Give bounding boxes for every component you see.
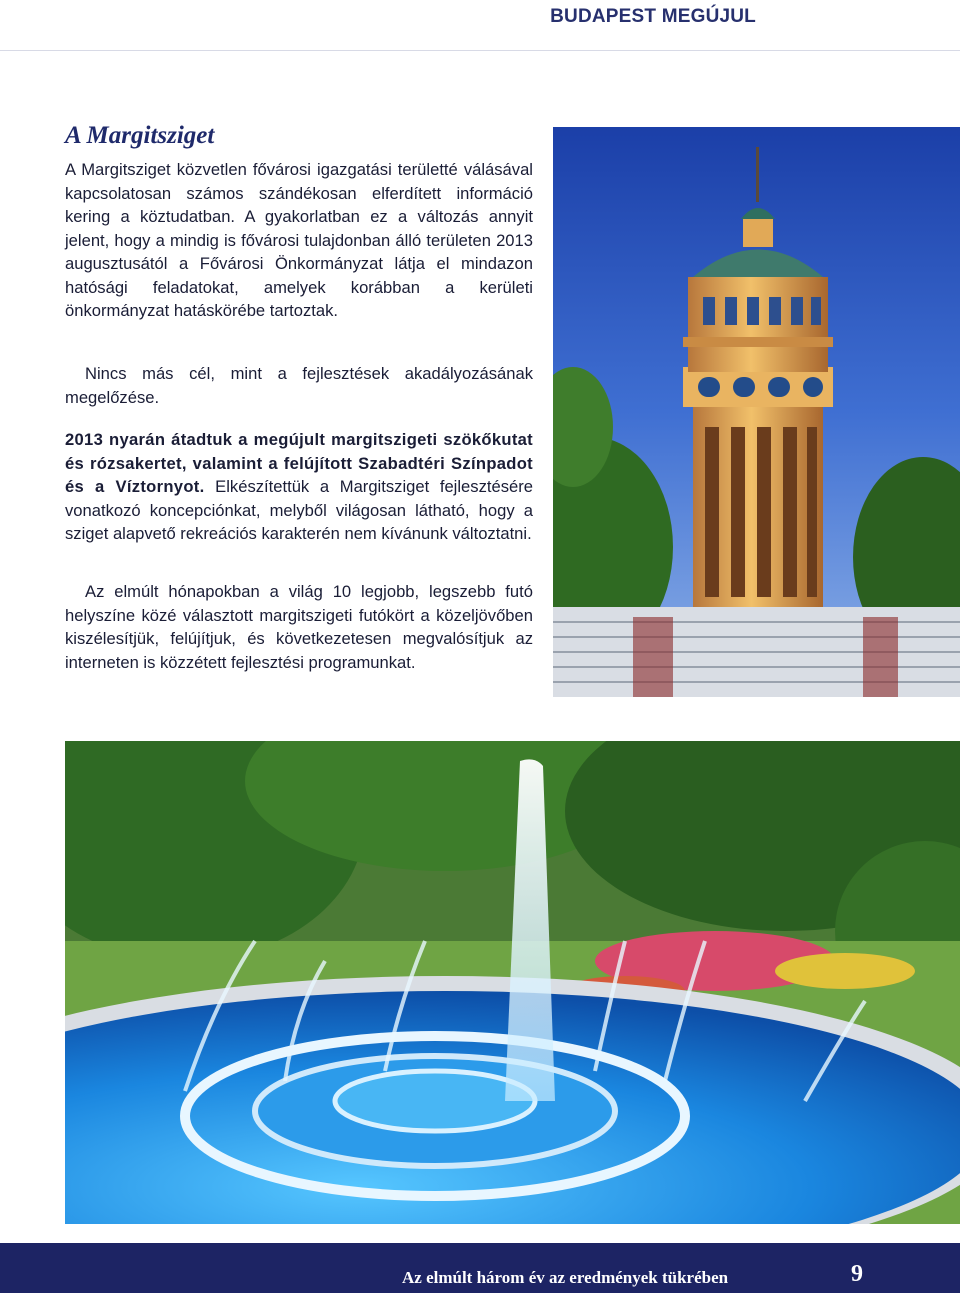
footer-caption: Az elmúlt három év az eredmények tükrében — [402, 1268, 729, 1287]
header-title: BUDAPEST MEGÚJUL — [550, 6, 756, 27]
water-tower-illustration — [553, 127, 960, 697]
paragraph-running-track: Az elmúlt hónapokban a világ 10 legjobb, legszebb futó helyszíne közé választott margitszigeti futókört a közeljövőben kiszélesítjük, felújítjuk, és következetesen megvalósítjuk az interneten is közzétett fejlesztési programunkat. — [65, 582, 533, 672]
fountain-illustration — [65, 741, 960, 1224]
page-header — [0, 0, 960, 51]
paragraph-goal: Nincs más cél, mint a fejlesztések akadályozásának megelőzése. — [65, 364, 533, 407]
water-tower-photo — [553, 127, 960, 697]
achievements-rest: Elkészítettük a Margitsziget fejlesztésére vonatkozó koncepciónkat, melyből világosan látható, hogy a sziget alapvető rekreációs karakterén nem kívánunk változtatni. — [65, 477, 533, 543]
fountain-photo — [65, 741, 960, 1224]
paragraph-intro: A Margitsziget közvetlen fővárosi igazgatási területté válásával kapcsolatosan számos szándékosan elferdített információ kering a köztudatban. A gyakorlatban ez a változás annyit jelent, hogy a mindig is fővárosi tulajdonban álló területen 2013 augusztusától a Fővárosi Önkormányzat látja el mindazon hatósági feladatokat, amelyek korábban a kerületi önkormányzat hatáskörébe tartoztak. — [65, 160, 533, 320]
paragraph-achievements — [65, 428, 533, 546]
section-title: A Margitsziget — [65, 122, 215, 149]
achievements-highlight: 2013 nyarán átadtuk a megújult margitszigeti szökőkutat és rózsakertet, valamint a felújított Szabadtéri Színpadot és a Víztornyot. — [65, 430, 533, 496]
page-number: 9 — [851, 1261, 863, 1287]
